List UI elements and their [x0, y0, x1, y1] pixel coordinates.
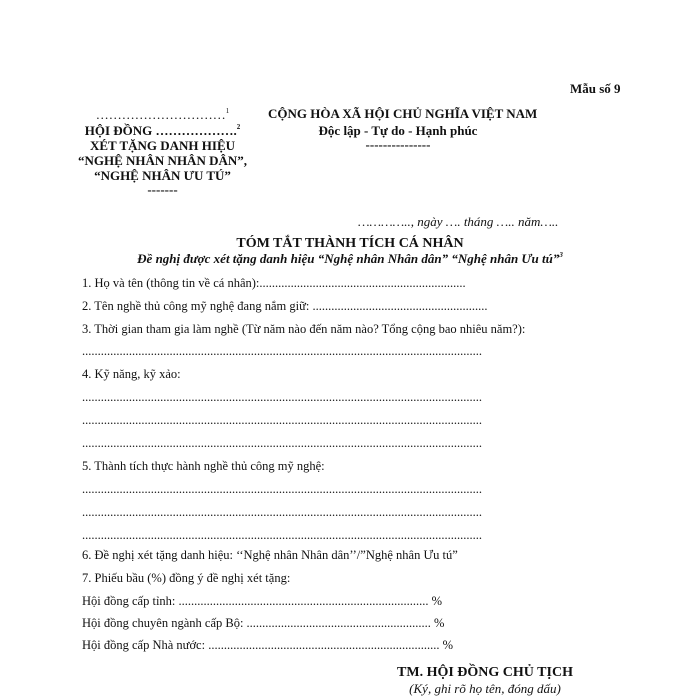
award-title-line: XÉT TẶNG DANH HIỆU	[89, 138, 236, 153]
dotted-line: ................................................................................................................................	[82, 482, 482, 496]
right-divider: ---------------	[365, 137, 431, 152]
dotted-line: ................................................................................................................................	[82, 413, 482, 427]
agency-line	[50, 107, 275, 123]
signature-title: TM. HỘI ĐỒNG CHỦ TỊCH	[397, 665, 573, 680]
award-name-people: “NGHỆ NHÂN NHÂN DÂN”,	[78, 153, 247, 168]
footnote-ref-3: 3	[559, 251, 563, 259]
country-name: CỘNG HÒA XÃ HỘI CHỦ NGHĨA VIỆT NAM	[268, 106, 538, 121]
national-motto: Độc lập - Tự do - Hạnh phúc	[318, 123, 478, 138]
document-title: TÓM TẮT THÀNH TÍCH CÁ NHÂN	[236, 236, 464, 251]
right-header	[268, 106, 538, 153]
dotted-line: ................................................................................................................................	[82, 390, 482, 404]
item-achievements: 5. Thành tích thực hành nghề thủ công mỹ nghệ:	[82, 459, 325, 473]
item-craft-name: 2. Tên nghề thủ công mỹ nghệ đang nắm giữ: ........................................................	[82, 299, 488, 313]
dotted-line: ................................................................................................................................	[82, 505, 482, 519]
signature-block	[355, 665, 615, 697]
footnote-ref-2: 2	[236, 123, 241, 131]
council-line	[50, 123, 275, 139]
item-full-name: 1. Họ và tên (thông tin về cá nhân):..................................................................	[82, 276, 466, 290]
left-header	[50, 107, 275, 198]
award-name-excellent: “NGHỆ NHÂN ƯU TÚ”	[94, 168, 231, 183]
subtitle-text: Đề nghị được xét tặng danh hiệu “Nghệ nhân Nhân dân” “Nghệ nhân Ưu tú”	[137, 251, 560, 266]
item-vote-percentage: 7. Phiếu bầu (%) đồng ý đề nghị xét tặng:	[82, 571, 291, 585]
vote-state-council: Hội đồng cấp Nhà nước: .......................................................................... %	[82, 638, 453, 652]
date-line: ………….., ngày …. tháng ….. năm…..	[358, 214, 559, 229]
item-skills: 4. Kỹ năng, kỹ xảo:	[82, 367, 181, 381]
item-award-proposal: 6. Đề nghị xét tặng danh hiệu: ‘‘Nghệ nhân Nhân dân’’/”Nghệ nhân Ưu tú”	[82, 548, 458, 562]
dotted-line: ................................................................................................................................	[82, 436, 482, 450]
vote-ministry-council: Hội đồng chuyên ngành cấp Bộ: ........................................................... %	[82, 616, 445, 630]
signature-note: (Ký, ghi rõ họ tên, đóng dấu)	[409, 681, 561, 696]
item-time-in-craft: 3. Thời gian tham gia làm nghề (Từ năm nào đến năm nào? Tổng cộng bao nhiêu năm?):	[82, 322, 526, 336]
agency-placeholder: …………………………	[95, 107, 226, 122]
dotted-line: ................................................................................................................................	[82, 528, 482, 542]
footnote-ref-1: 1	[225, 107, 230, 115]
vote-provincial-council: Hội đồng cấp tỉnh: ................................................................................ %	[82, 594, 443, 608]
left-divider: -------	[147, 182, 178, 197]
council-name: HỘI ĐỒNG ……………….	[84, 123, 237, 138]
form-number: Mẫu số 9	[570, 81, 621, 96]
dotted-line: ................................................................................................................................	[82, 344, 482, 358]
document-subtitle	[0, 251, 700, 267]
